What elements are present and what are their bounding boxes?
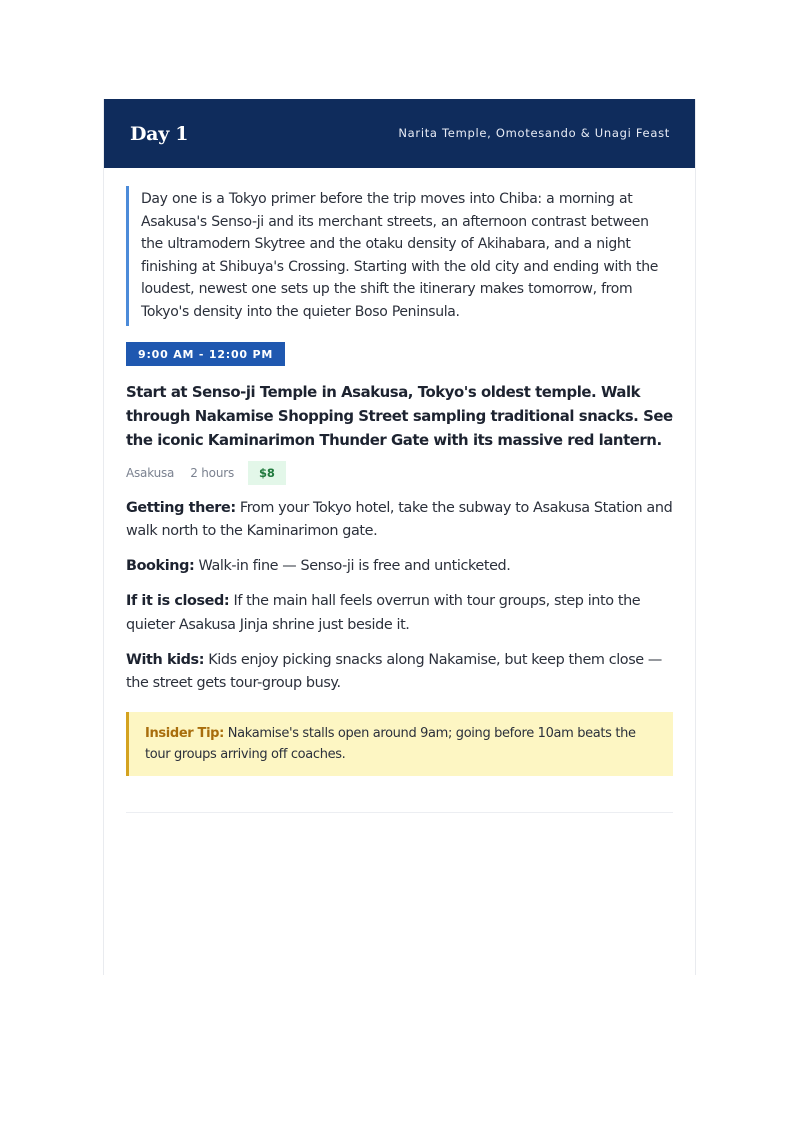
detail-label: Getting there: [126,499,236,516]
price-badge: $8 [248,461,286,485]
day-intro: Day one is a Tokyo primer before the trip moves into Chiba: a morning at Asakusa's Senso-ji and its merchant streets, an afternoon contrast between the ultramodern Skytree and the otaku density of Akihabara, and a night finishing at Shibuya's Crossing. Starting with the old city and ending with the loudest, newest one sets up the shift the itinerary makes tomorrow, from Tokyo's density into the quieter Boso Peninsula. [126,186,673,326]
detail-getting-there [126,497,673,544]
activity-title: Start at Senso-ji Temple in Asakusa, Tokyo's oldest temple. Walk through Nakamise Shopping Street sampling traditional snacks. See the iconic Kaminarimon Thunder Gate with its massive red lantern. [126,382,673,449]
detail-label: Booking: [126,558,195,575]
detail-text: Kids enjoy picking snacks along Nakamise, but keep them close — the street gets tour-group busy. [126,652,662,692]
day-content [104,168,695,813]
activity-meta [126,461,673,485]
time-badge: 9:00 AM - 12:00 PM [126,342,285,366]
section-divider [126,812,673,813]
duration-label: 2 hours [190,465,235,480]
detail-label: If it is closed: [126,593,230,610]
tip-text: Nakamise's stalls open around 9am; going before 10am beats the tour groups arriving off coaches. [145,725,636,762]
detail-text: If the main hall feels overrun with tour groups, step into the quieter Asakusa Jinja shrine just beside it. [126,593,641,633]
detail-booking [126,555,673,578]
location-label: Asakusa [126,465,175,480]
day-subtitle: Narita Temple, Omotesando & Unagi Feast [398,125,670,140]
detail-text: Walk-in fine — Senso-ji is free and unticketed. [194,558,511,575]
day-title: Day 1 [130,122,189,145]
day-header [104,99,695,168]
day-card [103,99,696,975]
detail-label: With kids: [126,652,205,669]
detail-if-closed [126,590,673,637]
detail-with-kids [126,649,673,696]
insider-tip [126,712,673,776]
tip-label: Insider Tip: [145,725,224,741]
detail-text: From your Tokyo hotel, take the subway to Asakusa Station and walk north to the Kaminarimon gate. [126,499,673,539]
